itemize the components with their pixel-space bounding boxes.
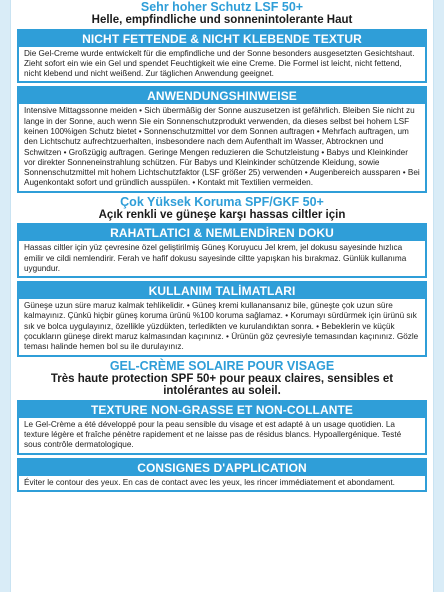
german-usage-heading: ANWENDUNGSHINWEISE [19, 88, 425, 104]
german-title: Sehr hoher Schutz LSF 50+ [140, 0, 304, 14]
german-subtitle: Helle, empfindliche und sonnenintolerante Haut [91, 14, 353, 26]
right-border-stripe [433, 0, 444, 592]
french-texture-section [17, 400, 427, 455]
turkish-texture-heading: RAHATLATICI & NEMLENDİREN DOKU [19, 225, 425, 241]
french-subtitle: Très haute protection SPF 50+ pour peaux claires, sensibles et intolérantes au soleil. [50, 372, 394, 398]
french-usage-heading: CONSIGNES D'APPLICATION [19, 460, 425, 476]
turkish-texture-section [17, 223, 427, 278]
german-texture-heading: NICHT FETTENDE & NICHT KLEBENDE TEXTUR [19, 31, 425, 47]
german-usage-text: Intensive Mittagssonne meiden • Sich übermäßig der Sonne auszusetzen ist gefährlich. Bleiben Sie nicht zu lange in der Sonne, auch wenn Sie ein Sonnenschutzprodukt verwenden, da dieses selbst bei hohem LSF keinen 100%igen Schutz bietet • Sonnenschutzmittel vor dem Sonnen auftragen • Mehrfach auftragen, um den Lichtschutz aufrechtzuerhalten, insbesondere nach dem Aufenthalt im Wasser, Abtrocknen und Schwitzen • Großzügig auftragen. Geringe Mengen reduzieren die Schutzleistung • Babys und Kleinkinder vor direkter Sonneneinstrahlung schützen. Für Babys und Kleinkinder schützende Kleidung, sowie Sonnenschutzmittel mit hohem Lichtschutzfaktor (LSF größer 25) verwenden • Augenbereich aussparen • Bei Augenkontakt sofort und gründlich ausspülen. • Kontakt mit Textilien vermeiden. [24, 106, 420, 188]
turkish-usage-section [17, 281, 427, 356]
french-texture-heading: TEXTURE NON-GRASSE ET NON-COLLANTE [19, 402, 425, 418]
german-usage-section [17, 86, 427, 192]
turkish-texture-text: Hassas ciltler için yüz çevresine özel geliştirilmiş Güneş Koruyucu Jel krem, jel dokusu sayesinde hızlıca emilir ve cildi nemlendirir. Ferah ve hafif dokusu sayesinde ciltte yapışkan his bırakmaz. Günlük kullanıma uygundur. [24, 243, 407, 273]
turkish-title: Çok Yüksek Koruma SPF/GKF 50+ [120, 194, 324, 209]
left-border-stripe [0, 0, 11, 592]
turkish-usage-text: Güneşe uzun süre maruz kalmak tehlikelidir. • Güneş kremi kullanansanız bile, güneşte çok uzun süre kalmayınız. Çünkü hiçbir güneş koruma ürünü %100 koruma sağlamaz. • Korumayı sürdürmek için ürünü sık sık ve bolca uygulayınız, özellikle yüzdükten, terledikten ve kurulandıktan sonra. • Bebeklerin ve küçük çocukların güneşe direkt maruz kalmasından kaçınınız. • Ürünün göz çevresiyle temasından kaçınınız. Gözle teması halinde hemen bol su ile durulayınız. [24, 301, 419, 352]
turkish-usage-heading: KULLANIM TALİMATLARI [19, 283, 425, 299]
french-usage-text: Éviter le contour des yeux. En cas de contact avec les yeux, les rincer immédiatement et abondament. [24, 477, 395, 487]
french-usage-section [17, 458, 427, 492]
french-title: GEL-CRÈME SOLAIRE POUR VISAGE [109, 358, 335, 373]
german-texture-text: Die Gel-Creme wurde entwickelt für die empfindliche und der Sonne besonders ausgesetzten Gesichtshaut. Zieht sofort ein wie ein Gel und spendet Feuchtigkeit wie eine Creme. Die Formel ist leicht, nicht fettend, nicht klebend und nicht weißend. Zur täglichen Anwendung geeignet. [24, 48, 415, 79]
german-texture-section [17, 29, 427, 84]
turkish-subtitle: Açık renkli ve güneşe karşı hassas ciltler için [98, 208, 346, 221]
label-content [17, 0, 427, 592]
french-texture-text: Le Gel-Crème a été développé pour la peau sensible du visage et est adapté à un usage quotidien. La texture légère et fraîche pénètre rapidement et ne laisse pas de résidus blancs. Hypoallergénique. Testé sous contrôle dermatologique. [24, 419, 402, 450]
